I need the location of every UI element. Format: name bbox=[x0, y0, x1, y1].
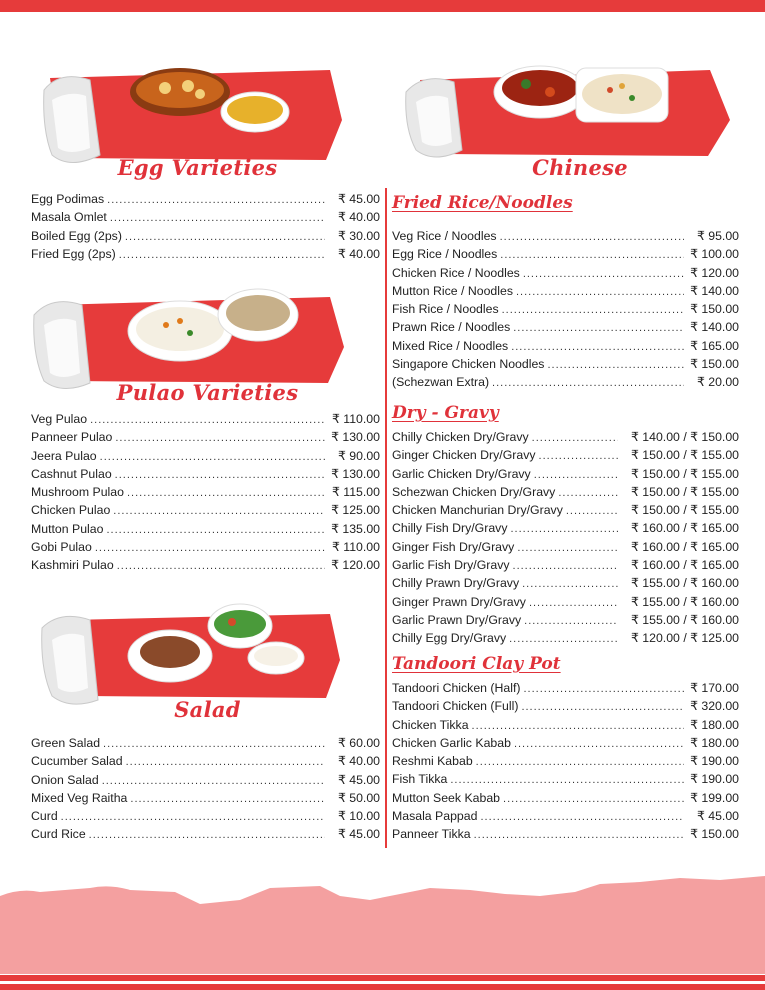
list-item: Mushroom Pulao ..... ₹ 115.00 bbox=[31, 485, 380, 503]
list-item: Chilly Chicken Dry/Gravy ..... ₹ 140.00 / ₹ 150.00 bbox=[392, 430, 739, 448]
list-item: Curd ..... ₹ 10.00 bbox=[31, 809, 380, 827]
list-item: (Schezwan Extra) ..... ₹ 20.00 bbox=[392, 375, 739, 393]
list-item: Cucumber Salad ..... ₹ 40.00 bbox=[31, 754, 380, 772]
chinese-title: Chinese bbox=[532, 155, 628, 180]
list-item: Tandoori Chicken (Half) ..... ₹ 170.00 bbox=[392, 681, 739, 699]
list-item: Mutton Rice / Noodles ..... ₹ 140.00 bbox=[392, 284, 739, 302]
list-item: Ginger Chicken Dry/Gravy ..... ₹ 150.00 / ₹ 155.00 bbox=[392, 448, 739, 466]
list-item: Egg Podimas ..... ₹ 45.00 bbox=[31, 192, 380, 210]
list-item: Mutton Seek Kabab ..... ₹ 199.00 bbox=[392, 791, 739, 809]
fried-rice-noodles-heading: Fried Rice/Noodles bbox=[392, 193, 573, 213]
list-item: Kashmiri Pulao ..... ₹ 120.00 bbox=[31, 558, 380, 576]
salad-menu-list bbox=[31, 736, 380, 846]
egg-varieties-title: Egg Varieties bbox=[117, 155, 278, 180]
list-item: Garlic Prawn Dry/Gravy ..... ₹ 155.00 / ₹ 160.00 bbox=[392, 613, 739, 631]
egg-menu-list bbox=[31, 192, 380, 265]
list-item: Reshmi Kabab ..... ₹ 190.00 bbox=[392, 754, 739, 772]
chinese-banner-image bbox=[400, 58, 740, 168]
list-item: Chilly Fish Dry/Gravy ..... ₹ 160.00 / ₹ 165.00 bbox=[392, 521, 739, 539]
list-item: Chicken Rice / Noodles ..... ₹ 120.00 bbox=[392, 266, 739, 284]
list-item: Singapore Chicken Noodles ..... ₹ 150.00 bbox=[392, 357, 739, 375]
top-red-bar bbox=[0, 0, 765, 12]
salad-banner-image bbox=[40, 600, 350, 710]
list-item: Fried Egg (2ps) ..... ₹ 40.00 bbox=[31, 247, 380, 265]
list-item: Mixed Rice / Noodles ..... ₹ 165.00 bbox=[392, 339, 739, 357]
list-item: Green Salad ..... ₹ 60.00 bbox=[31, 736, 380, 754]
list-item: Garlic Chicken Dry/Gravy ..... ₹ 150.00 / ₹ 155.00 bbox=[392, 467, 739, 485]
egg-banner-image bbox=[30, 60, 350, 170]
tandoori-menu-list bbox=[392, 681, 739, 846]
list-item: Onion Salad ..... ₹ 45.00 bbox=[31, 773, 380, 791]
list-item: Mixed Veg Raitha ..... ₹ 50.00 bbox=[31, 791, 380, 809]
list-item: Cashnut Pulao ..... ₹ 130.00 bbox=[31, 467, 380, 485]
list-item: Tandoori Chicken (Full) ..... ₹ 320.00 bbox=[392, 699, 739, 717]
list-item: Boiled Egg (2ps) ..... ₹ 30.00 bbox=[31, 229, 380, 247]
list-item: Egg Rice / Noodles ..... ₹ 100.00 bbox=[392, 247, 739, 265]
column-divider bbox=[385, 188, 387, 848]
pulao-banner-image bbox=[30, 285, 350, 395]
bottom-red-bar bbox=[0, 975, 765, 990]
list-item: Fish Rice / Noodles ..... ₹ 150.00 bbox=[392, 302, 739, 320]
list-item: Ginger Prawn Dry/Gravy ..... ₹ 155.00 / ₹ 160.00 bbox=[392, 595, 739, 613]
list-item: Prawn Rice / Noodles ..... ₹ 140.00 bbox=[392, 320, 739, 338]
list-item: Chicken Garlic Kabab ..... ₹ 180.00 bbox=[392, 736, 739, 754]
list-item: Masala Omlet ..... ₹ 40.00 bbox=[31, 210, 380, 228]
salad-title: Salad bbox=[174, 697, 241, 722]
list-item: Ginger Fish Dry/Gravy ..... ₹ 160.00 / ₹ 165.00 bbox=[392, 540, 739, 558]
list-item: Veg Pulao ..... ₹ 110.00 bbox=[31, 412, 380, 430]
pulao-varieties-title: Pulao Varieties bbox=[116, 380, 299, 405]
fried-rice-menu-list bbox=[392, 229, 739, 394]
list-item: Panneer Tikka ..... ₹ 150.00 bbox=[392, 827, 739, 845]
list-item: Chicken Manchurian Dry/Gravy ..... ₹ 150.00 / ₹ 155.00 bbox=[392, 503, 739, 521]
list-item: Chilly Egg Dry/Gravy ..... ₹ 120.00 / ₹ 125.00 bbox=[392, 631, 739, 649]
pulao-menu-list bbox=[31, 412, 380, 577]
list-item: Masala Pappad ..... ₹ 45.00 bbox=[392, 809, 739, 827]
dry-gravy-menu-list bbox=[392, 430, 739, 650]
list-item: Schezwan Chicken Dry/Gravy ..... ₹ 150.00 / ₹ 155.00 bbox=[392, 485, 739, 503]
list-item: Fish Tikka ..... ₹ 190.00 bbox=[392, 772, 739, 790]
dry-gravy-heading: Dry - Gravy bbox=[392, 403, 499, 423]
torn-paper-footer bbox=[0, 874, 765, 974]
list-item: Mutton Pulao ..... ₹ 135.00 bbox=[31, 522, 380, 540]
list-item: Jeera Pulao ..... ₹ 90.00 bbox=[31, 449, 380, 467]
list-item: Gobi Pulao ..... ₹ 110.00 bbox=[31, 540, 380, 558]
tandoori-clay-pot-heading: Tandoori Clay Pot bbox=[392, 654, 561, 674]
list-item: Veg Rice / Noodles ..... ₹ 95.00 bbox=[392, 229, 739, 247]
list-item: Chilly Prawn Dry/Gravy ..... ₹ 155.00 / ₹ 160.00 bbox=[392, 576, 739, 594]
list-item: Curd Rice ..... ₹ 45.00 bbox=[31, 827, 380, 845]
list-item: Panneer Pulao ..... ₹ 130.00 bbox=[31, 430, 380, 448]
list-item: Chicken Pulao ..... ₹ 125.00 bbox=[31, 503, 380, 521]
list-item: Garlic Fish Dry/Gravy ..... ₹ 160.00 / ₹ 165.00 bbox=[392, 558, 739, 576]
list-item: Chicken Tikka ..... ₹ 180.00 bbox=[392, 718, 739, 736]
